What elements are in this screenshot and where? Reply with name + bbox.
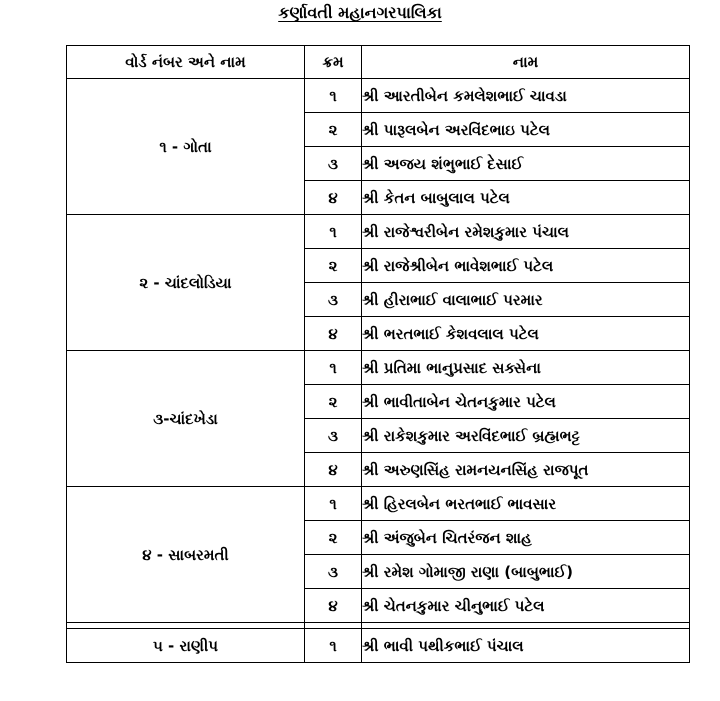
member-name-cell: શ્રી અરુણસિંહ રામનયનસિંહ રાજપૂત	[362, 453, 690, 487]
serial-cell: ૩	[305, 283, 362, 317]
serial-cell: ૧	[305, 215, 362, 249]
ward-cell: ૩-ચાંદખેડા	[67, 351, 305, 487]
table-row	[67, 79, 690, 113]
member-name-cell: શ્રી હિરલબેન ભરતભાઈ ભાવસાર	[362, 487, 690, 521]
member-name-cell: શ્રી અંજુબેન ચિતરંજન શાહ	[362, 521, 690, 555]
member-name-cell: શ્રી ચેતનકુમાર ચીનુભાઈ પટેલ	[362, 589, 690, 623]
member-name-cell: શ્રી પ્રતિમા ભાનુપ્રસાદ સક્સેના	[362, 351, 690, 385]
member-name-cell: શ્રી રાકેશકુમાર અરવિંદભાઈ બ્રહ્મભટ્ટ	[362, 419, 690, 453]
serial-cell: ૧	[305, 351, 362, 385]
serial-cell: ૧	[305, 79, 362, 113]
serial-cell: ૨	[305, 113, 362, 147]
table-row	[67, 629, 690, 663]
ward-cell: ૨ - ચાંદલોડિયા	[67, 215, 305, 351]
serial-cell: ૩	[305, 419, 362, 453]
page-title: કર્ણાવતી મહાનગરપાલિકા	[278, 3, 442, 22]
serial-cell: ૨	[305, 521, 362, 555]
serial-cell: ૪	[305, 589, 362, 623]
member-name-cell: શ્રી આરતીબેન કમલેશભાઈ ચાવડા	[362, 79, 690, 113]
serial-cell: ૨	[305, 249, 362, 283]
ward-members-table	[66, 45, 690, 663]
member-name-cell: શ્રી ભાવી પથીકભાઈ પંચાલ	[362, 629, 690, 663]
serial-cell: ૪	[305, 181, 362, 215]
serial-cell: ૪	[305, 453, 362, 487]
member-name-cell: શ્રી રમેશ ગોમાજી રાણા (બાબુભાઈ)	[362, 555, 690, 589]
header-ward: વોર્ડ નંબર અને નામ	[67, 46, 305, 79]
serial-cell: ૧	[305, 487, 362, 521]
serial-cell: ૨	[305, 385, 362, 419]
member-name-cell: શ્રી ભાવીતાબેન ચેતનકુમાર પટેલ	[362, 385, 690, 419]
member-name-cell: શ્રી રાજેશ્રીબેન ભાવેશભાઈ પટેલ	[362, 249, 690, 283]
table-row	[67, 351, 690, 385]
serial-cell: ૪	[305, 317, 362, 351]
serial-cell: ૧	[305, 629, 362, 663]
serial-cell: ૩	[305, 555, 362, 589]
member-name-cell: શ્રી પારૂલબેન અરવિંદભાઇ પટેલ	[362, 113, 690, 147]
serial-cell: ૩	[305, 147, 362, 181]
member-name-cell: શ્રી ભરતભાઈ કેશવલાલ પટેલ	[362, 317, 690, 351]
member-name-cell: શ્રી અજય શંભુભાઈ દેસાઈ	[362, 147, 690, 181]
table-row	[67, 215, 690, 249]
ward-cell: ૧ - ગોતા	[67, 79, 305, 215]
header-name: નામ	[362, 46, 690, 79]
table-row	[67, 487, 690, 521]
table-header-row	[67, 46, 690, 79]
member-name-cell: શ્રી રાજેશ્વરીબેન રમેશકુમાર પંચાલ	[362, 215, 690, 249]
ward-cell: ૪ - સાબરમતી	[67, 487, 305, 623]
member-name-cell: શ્રી કેતન બાબુલાલ પટેલ	[362, 181, 690, 215]
member-name-cell: શ્રી હીરાભાઈ વાલાભાઈ પરમાર	[362, 283, 690, 317]
header-serial: ક્રમ	[305, 46, 362, 79]
ward-cell: ૫ - રાણીપ	[67, 629, 305, 663]
